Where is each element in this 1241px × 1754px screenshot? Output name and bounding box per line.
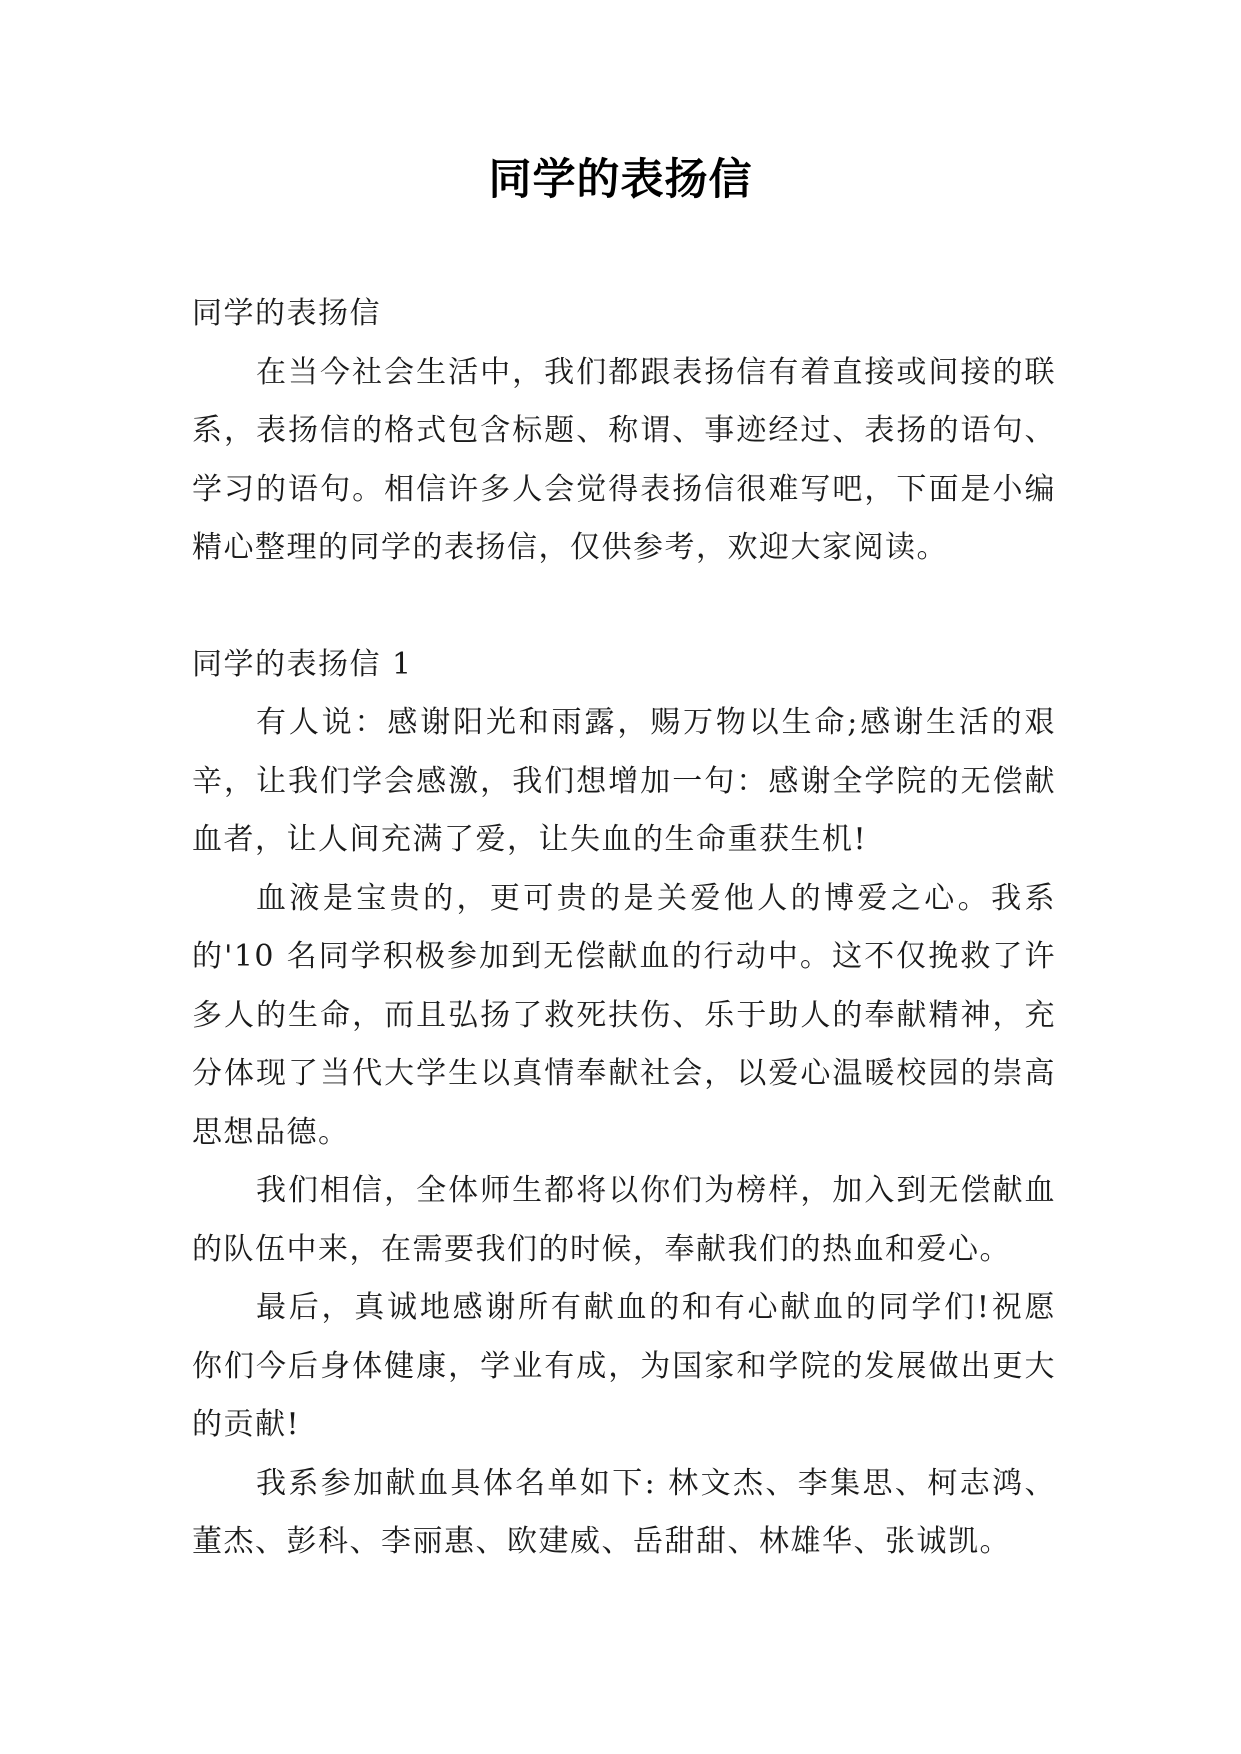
letter-paragraph: 血液是宝贵的，更可贵的是关爱他人的博爱之心。我系的'10 名同学积极参加到无偿献血的行动中。这不仅挽救了许多人的生命，而且弘扬了救死扶伤、乐于助人的奉献精神，充分体现了当代大学生以真情奉献社会，以爱心温暖校园的崇高思想品德。: [192, 880, 1056, 1150]
document-body: [192, 285, 1056, 1572]
document-title: 同学的表扬信: [488, 155, 753, 205]
letter-paragraph: 最后，真诚地感谢所有献血的和有心献血的同学们!祝愿你们今后身体健康，学业有成，为国家和学院的发展做出更大的贡献!: [192, 1290, 1056, 1442]
letter-heading: 同学的表扬信 1: [192, 646, 413, 682]
letter-paragraph: 有人说：感谢阳光和雨露，赐万物以生命;感谢生活的艰辛，让我们学会感激，我们想增加一句：感谢全学院的无偿献血者，让人间充满了爱，让失血的生命重获生机!: [192, 705, 1056, 857]
intro-paragraph: 在当今社会生活中，我们都跟表扬信有着直接或间接的联系，表扬信的格式包含标题、称谓、事迹经过、表扬的语句、学习的语句。相信许多人会觉得表扬信很难写吧，下面是小编精心整理的同学的表扬信，仅供参考，欢迎大家阅读。: [192, 354, 1056, 565]
letter-paragraph: 我们相信，全体师生都将以你们为榜样，加入到无偿献血的队伍中来，在需要我们的时候，奉献我们的热血和爱心。: [192, 1173, 1056, 1267]
intro-heading: 同学的表扬信: [192, 296, 381, 331]
donor-list-paragraph: 我系参加献血具体名单如下: 林文杰、李集思、柯志鸿、董杰、彭科、李丽惠、欧建威、岳甜甜、林雄华、张诚凯。: [192, 1465, 1056, 1559]
section-spacer: [192, 578, 1056, 636]
